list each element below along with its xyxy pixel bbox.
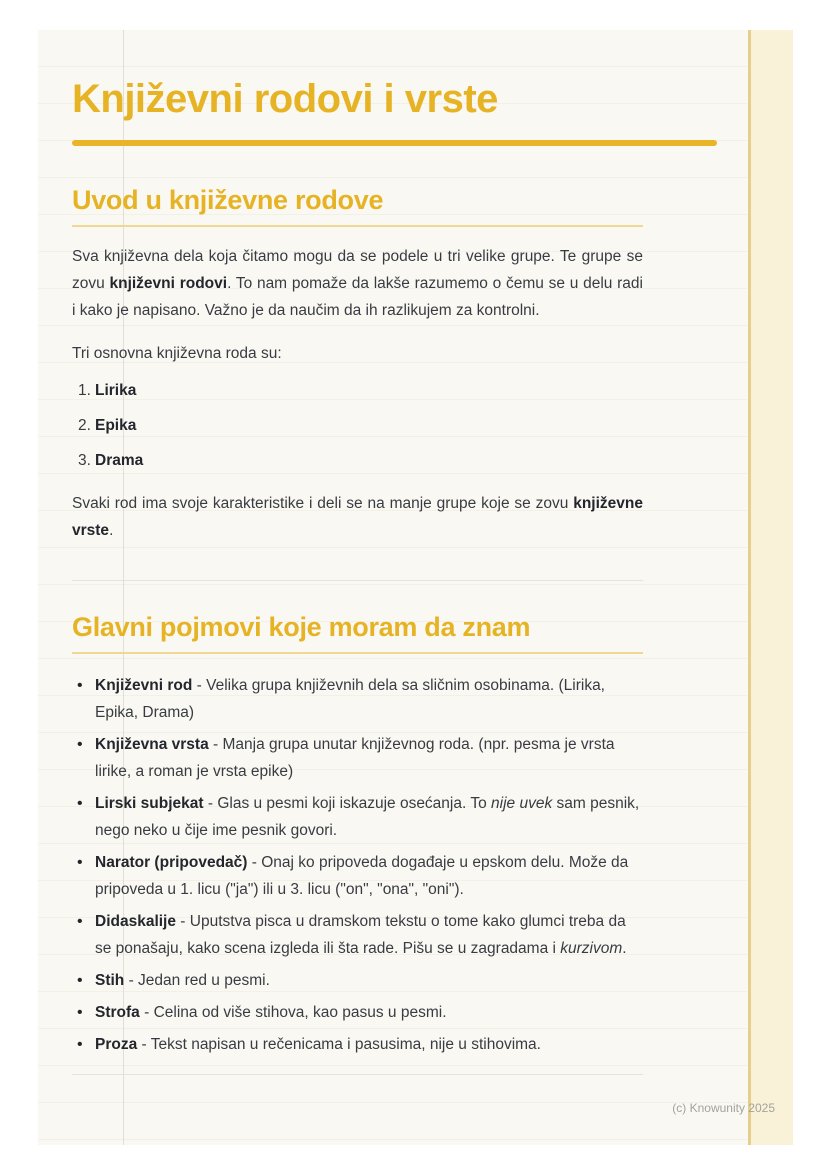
- section-heading-glossary: Glavni pojmovi koje moram da znam: [72, 611, 643, 654]
- section-divider: [72, 580, 643, 581]
- page-content: [72, 30, 717, 1075]
- term-item: • Stih - Jedan red u pesmi.: [72, 967, 643, 994]
- intro-paragraph-3: Svaki rod ima svoje karakteristike i deli se na manje grupe koje se zovu književne vrste.: [72, 495, 643, 539]
- footer-divider: [72, 1074, 643, 1075]
- page-title: Književni rodovi i vrste: [72, 77, 498, 121]
- term-item: • Didaskalije - Uputstva pisca u dramskom tekstu o tome kako glumci treba da se ponašaju, kako scena izgleda ili šta rade. Pišu se u zagradama i kurzivom.: [72, 908, 643, 962]
- intro-paragraph-2: Tri osnovna književna roda su:: [72, 345, 282, 362]
- term-item: • Strofa - Celina od više stihova, kao pasus u pesmi.: [72, 999, 643, 1026]
- list-item: 3. Drama: [78, 452, 144, 469]
- copyright-watermark: (c) Knowunity 2025: [672, 1101, 775, 1115]
- term-item: • Književni rod - Velika grupa književnih dela sa sličnim osobinama. (Lirika, Epika, Drama): [72, 672, 643, 726]
- term-item: • Lirski subjekat - Glas u pesmi koji iskazuje osećanja. To nije uvek sam pesnik, nego neko u čije ime pesnik govori.: [72, 790, 643, 844]
- term-item: • Proza - Tekst napisan u rečenicama i pasusima, nije u stihovima.: [72, 1031, 643, 1058]
- term-item: • Narator (pripovedač) - Onaj ko pripoveda događaje u epskom delu. Može da pripoveda u 1. licu ("ja") ili u 3. licu ("on", "ona", "oni").: [72, 849, 643, 903]
- intro-paragraph-1: Sva književna dela koja čitamo mogu da se podele u tri velike grupe. Te grupe se zovu književni rodovi. To nam pomaže da lakše razumemo o čemu se u delu radi i kako je napisano. Važno je da naučim da ih razlikujem za kontrolni.: [72, 248, 643, 319]
- glossary-term-list: [72, 672, 643, 1058]
- document-page: [38, 30, 793, 1145]
- list-item: 2. Epika: [78, 417, 137, 434]
- term-item: • Književna vrsta - Manja grupa unutar književnog roda. (npr. pesma je vrsta lirike, a roman je vrsta epike): [72, 731, 643, 785]
- section-heading-intro: Uvod u književne rodove: [72, 184, 643, 227]
- title-rule: [72, 140, 717, 146]
- list-item: 1. Lirika: [78, 382, 137, 399]
- right-margin-stripe: [748, 30, 793, 1145]
- literary-genres-list: [72, 377, 643, 474]
